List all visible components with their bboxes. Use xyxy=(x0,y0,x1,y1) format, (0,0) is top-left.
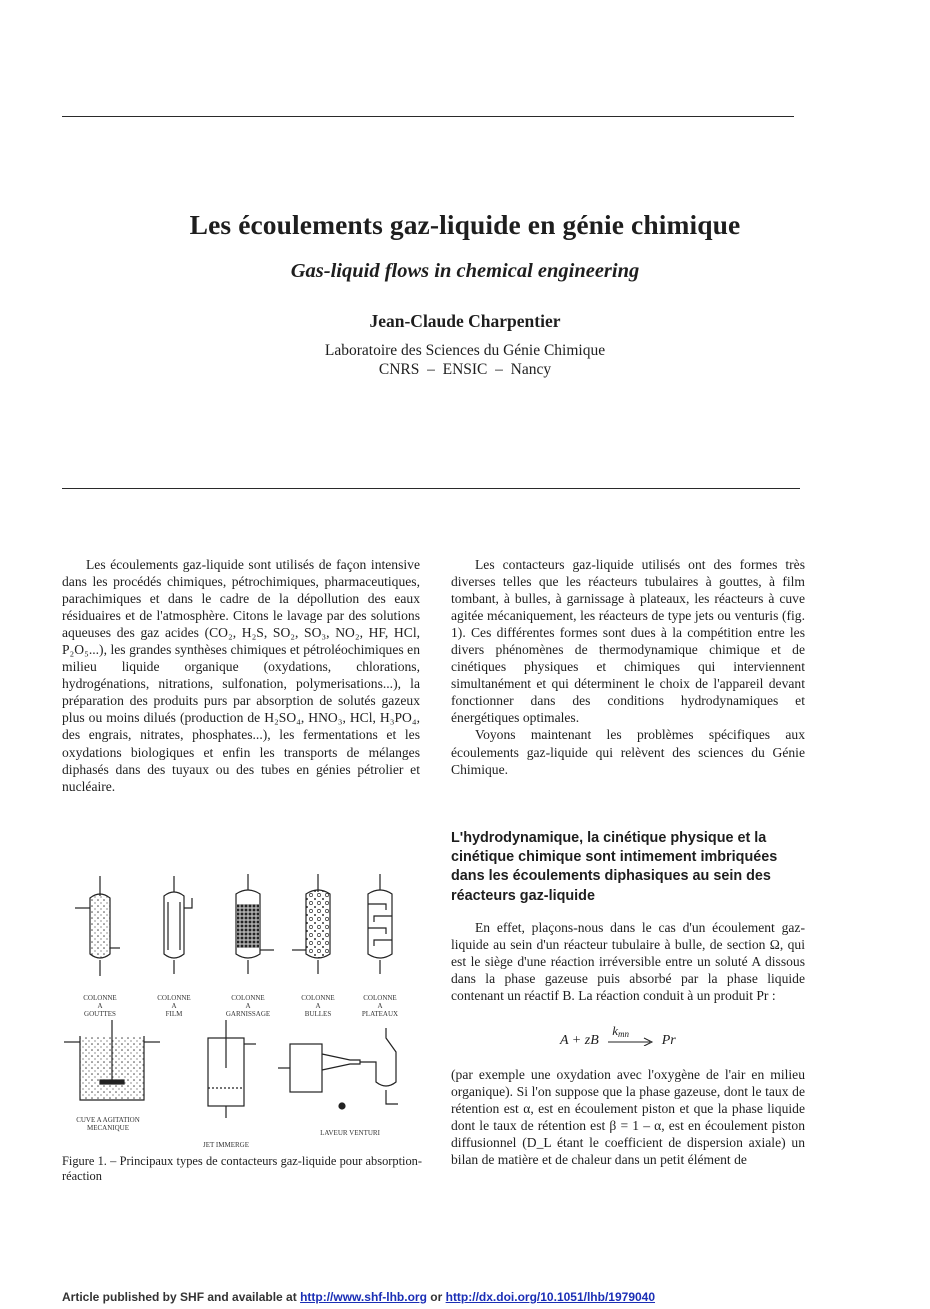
intro-paragraph: Les écoulements gaz-liquide sont utilisés de façon intensive dans les procédés chimiques, pétrochimiques, pharmaceutiques, parachimiques et dans le cadre de la dépollution des eaux résiduaires et de l'atmosphère. Citons le lavage par des solutions aqueuses des gaz acides (CO₂, H₂S, SO₂, SO₃, NO₂, HF, HCl, P₂O₅...), les grandes synthèses chimiques et pétroléochimiques en milieu liquide organique (oxydations, chlorations, hydrogénations, nitrations, sulfonation, polymerisations...), la préparation des produits purs par absorption de solutés gazeux plus ou moins dilués (production de H₂SO₄, HNO₃, HCl, H₃PO₄, des engrais, nitrates, phosphates...), les fermentations et les oxydations biologiques et enfin les transports de mélanges diphasés dans des tuyaux ou des tubes en génies pétrolier et nucléaire. xyxy=(62,557,420,794)
svg-text:PLATEAUX: PLATEAUX xyxy=(361,1010,399,1018)
svg-text:GARNISSAGE: GARNISSAGE xyxy=(225,1010,271,1018)
svg-text:A: A xyxy=(377,1002,383,1010)
film-column-icon xyxy=(164,876,192,974)
footer-text: Article published by SHF and available at xyxy=(62,1290,301,1304)
svg-text:COLONNE: COLONNE xyxy=(231,994,265,1002)
immersed-jet-icon xyxy=(208,1020,256,1118)
rate-constant-subscript: mn xyxy=(618,1029,630,1039)
section-body-2 xyxy=(451,1066,805,1168)
drop-column-icon xyxy=(75,876,120,976)
contactor-diagram xyxy=(60,868,425,1153)
left-column xyxy=(62,556,420,795)
footer-separator: or xyxy=(426,1290,446,1304)
article-title: Les écoulements gaz-liquide en génie chimique xyxy=(189,209,741,240)
svg-text:COLONNE: COLONNE xyxy=(157,994,191,1002)
oxidation-paragraph: (par exemple une oxydation avec l'oxygène de l'air en milieu organique). Si l'on suppose que la phase gazeuse, dont le taux de rétention est α, est en écoulement piston et que la phase liquide dont le taux de rétention est β = 1 – α, est en écoulement piston diffusionnel (D_L étant le coefficient de dispersion axiale) un bilan de matière et de chaleur dans un petit élément de xyxy=(451,1067,805,1168)
section-heading: L'hydrodynamique, la cinétique physique et la cinétique chimique sont intimement imbriquées dans les écoulements diphasiques au sein des réacteurs gaz-liquide xyxy=(451,830,778,904)
packed-column-icon xyxy=(236,874,274,974)
figure-1 xyxy=(60,868,425,1153)
svg-text:A: A xyxy=(245,1002,251,1010)
svg-text:LAVEUR VENTURI: LAVEUR VENTURI xyxy=(320,1129,380,1137)
header-bottom-rule xyxy=(62,488,800,489)
problems-paragraph: Voyons maintenant les problèmes spécifiques aux écoulements gaz-liquide qui relèvent des sciences du Génie Chimique. xyxy=(451,727,805,777)
top-rule xyxy=(62,116,794,117)
bubble-reactor-paragraph: En effet, plaçons-nous dans le cas d'un écoulement gaz-liquide au sein d'un réacteur tubulaire à bulle, de section Ω, qui est le siège d'une réaction irréversible entre un soluté A dissous dans la phase gazeuse puis absorbé par la phase liquide contenant un réactif B. La réaction conduit à un produit Pr : xyxy=(451,920,805,1004)
contactors-paragraph: Les contacteurs gaz-liquide utilisés ont des formes très diverses telles que les réacteurs tubulaires à gouttes, à film tombant, à bulles, à garnissage à plateaux, les réacteurs à cuve agitée mécaniquement, les réacteurs de type jets ou venturis (fig. 1). Ces différentes formes sont dues à la compétition entre les divers phénomènes de thermodynamique chimique et de cinétiques physiques et chimiques qui interviennent simultanément et qui déterminent le choix de l'appareil devant fonctionner dans des conditions hydrodynamiques et énergétiques optimales. xyxy=(451,557,805,726)
svg-text:COLONNE: COLONNE xyxy=(301,994,335,1002)
section-body-1 xyxy=(451,919,805,1004)
svg-text:FILM: FILM xyxy=(165,1010,183,1018)
affiliation-institutions: CNRS – ENSIC – Nancy xyxy=(378,361,552,378)
svg-text:COLONNE: COLONNE xyxy=(363,994,397,1002)
svg-text:JET IMMERGE: JET IMMERGE xyxy=(203,1141,249,1149)
author-name: Jean-Claude Charpentier xyxy=(369,311,561,331)
doi-link[interactable]: http://dx.doi.org/10.1051/lhb/1979040 xyxy=(445,1290,656,1304)
svg-text:BULLES: BULLES xyxy=(304,1010,332,1018)
svg-text:GOUTTES: GOUTTES xyxy=(84,1010,116,1018)
reaction-equation xyxy=(560,1023,676,1049)
svg-text:A: A xyxy=(97,1002,103,1010)
rate-constant: k xyxy=(612,1023,619,1038)
svg-text:A: A xyxy=(171,1002,177,1010)
bubble-column-icon xyxy=(292,874,330,974)
right-column-top xyxy=(451,556,805,778)
affiliation xyxy=(0,341,930,379)
tray-column-icon xyxy=(368,874,392,974)
svg-text:A: A xyxy=(315,1002,321,1010)
equation-lhs: A + zB xyxy=(560,1033,599,1048)
svg-text:CUVE A AGITATION: CUVE A AGITATION xyxy=(76,1116,140,1124)
affiliation-lab: Laboratoire des Sciences du Génie Chimique xyxy=(324,342,606,359)
equation-product: Pr xyxy=(661,1033,676,1048)
label-drop-column-l1: COLONNE xyxy=(83,994,117,1002)
publication-footer xyxy=(62,1290,655,1304)
venturi-scrubber-icon xyxy=(278,1028,398,1109)
article-subtitle: Gas-liquid flows in chemical engineering xyxy=(290,260,640,282)
shf-link[interactable]: http://www.shf-lhb.org xyxy=(300,1290,427,1304)
figure-caption: Figure 1. – Principaux types de contacteurs gaz-liquide pour absorption-réaction xyxy=(62,1154,422,1184)
svg-text:MECANIQUE: MECANIQUE xyxy=(87,1124,129,1132)
stirred-tank-icon xyxy=(64,1020,160,1100)
